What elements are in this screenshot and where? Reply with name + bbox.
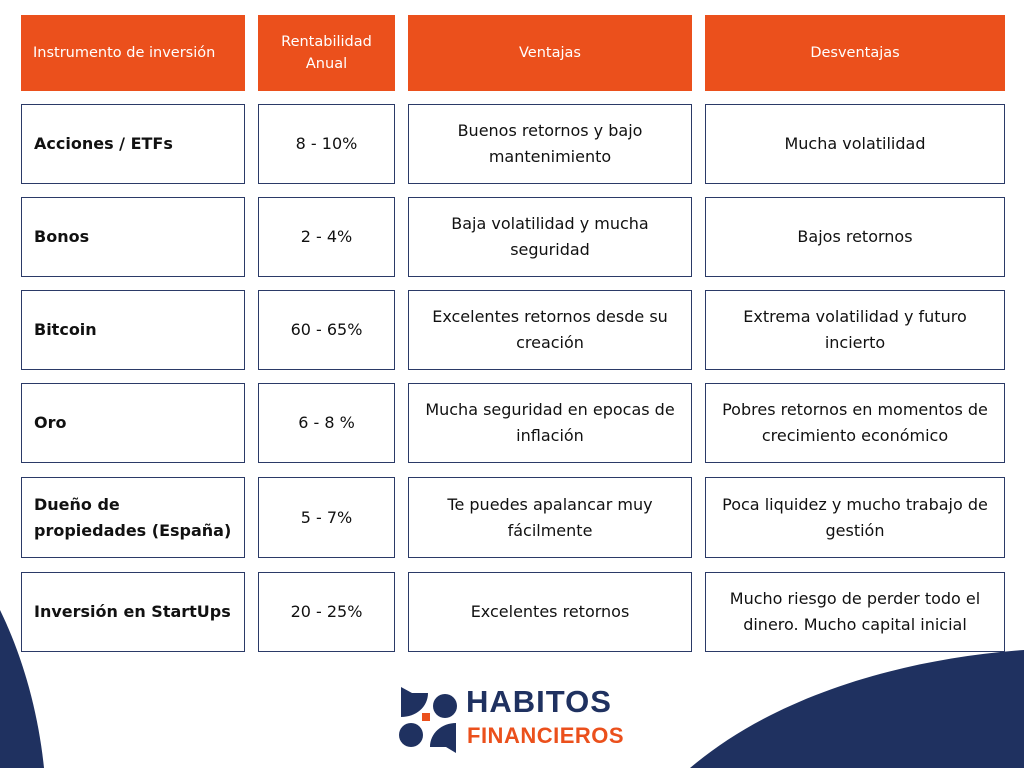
cell-return: 8 - 10% <box>258 104 395 184</box>
cell-pros: Excelentes retornos <box>408 572 692 652</box>
cell-cons: Poca liquidez y mucho trabajo de gestión <box>705 477 1005 558</box>
cell-pros: Buenos retornos y bajo mantenimiento <box>408 104 692 184</box>
cell-instrument: Acciones / ETFs <box>21 104 245 184</box>
logo-mark-icon <box>398 683 460 755</box>
header-instrument: Instrumento de inversión <box>21 15 245 91</box>
cell-instrument: Inversión en StartUps <box>21 572 245 652</box>
cell-pros: Excelentes retornos desde su creación <box>408 290 692 370</box>
header-pros: Ventajas <box>408 15 692 91</box>
cell-instrument: Bonos <box>21 197 245 277</box>
decorative-shape-right <box>690 640 1024 768</box>
cell-cons: Bajos retornos <box>705 197 1005 277</box>
cell-pros: Mucha seguridad en epocas de inflación <box>408 383 692 463</box>
cell-cons: Extrema volatilidad y futuro incierto <box>705 290 1005 370</box>
cell-return: 60 - 65% <box>258 290 395 370</box>
cell-return: 20 - 25% <box>258 572 395 652</box>
brand-line1: HABITOS <box>466 684 612 719</box>
cell-pros: Baja volatilidad y mucha seguridad <box>408 197 692 277</box>
cell-cons: Pobres retornos en momentos de crecimiento económico <box>705 383 1005 463</box>
cell-pros: Te puedes apalancar muy fácilmente <box>408 477 692 558</box>
habitos-financieros-logo <box>398 683 638 755</box>
cell-return: 2 - 4% <box>258 197 395 277</box>
header-return: Rentabilidad Anual <box>258 15 395 91</box>
cell-instrument: Oro <box>21 383 245 463</box>
cell-cons: Mucho riesgo de perder todo el dinero. Mucho capital inicial <box>705 572 1005 652</box>
cell-cons: Mucha volatilidad <box>705 104 1005 184</box>
brand-line2: FINANCIEROS <box>467 723 625 748</box>
cell-return: 6 - 8 % <box>258 383 395 463</box>
header-cons: Desventajas <box>705 15 1005 91</box>
cell-instrument: Dueño de propiedades (España) <box>21 477 245 558</box>
cell-instrument: Bitcoin <box>21 290 245 370</box>
cell-return: 5 - 7% <box>258 477 395 558</box>
